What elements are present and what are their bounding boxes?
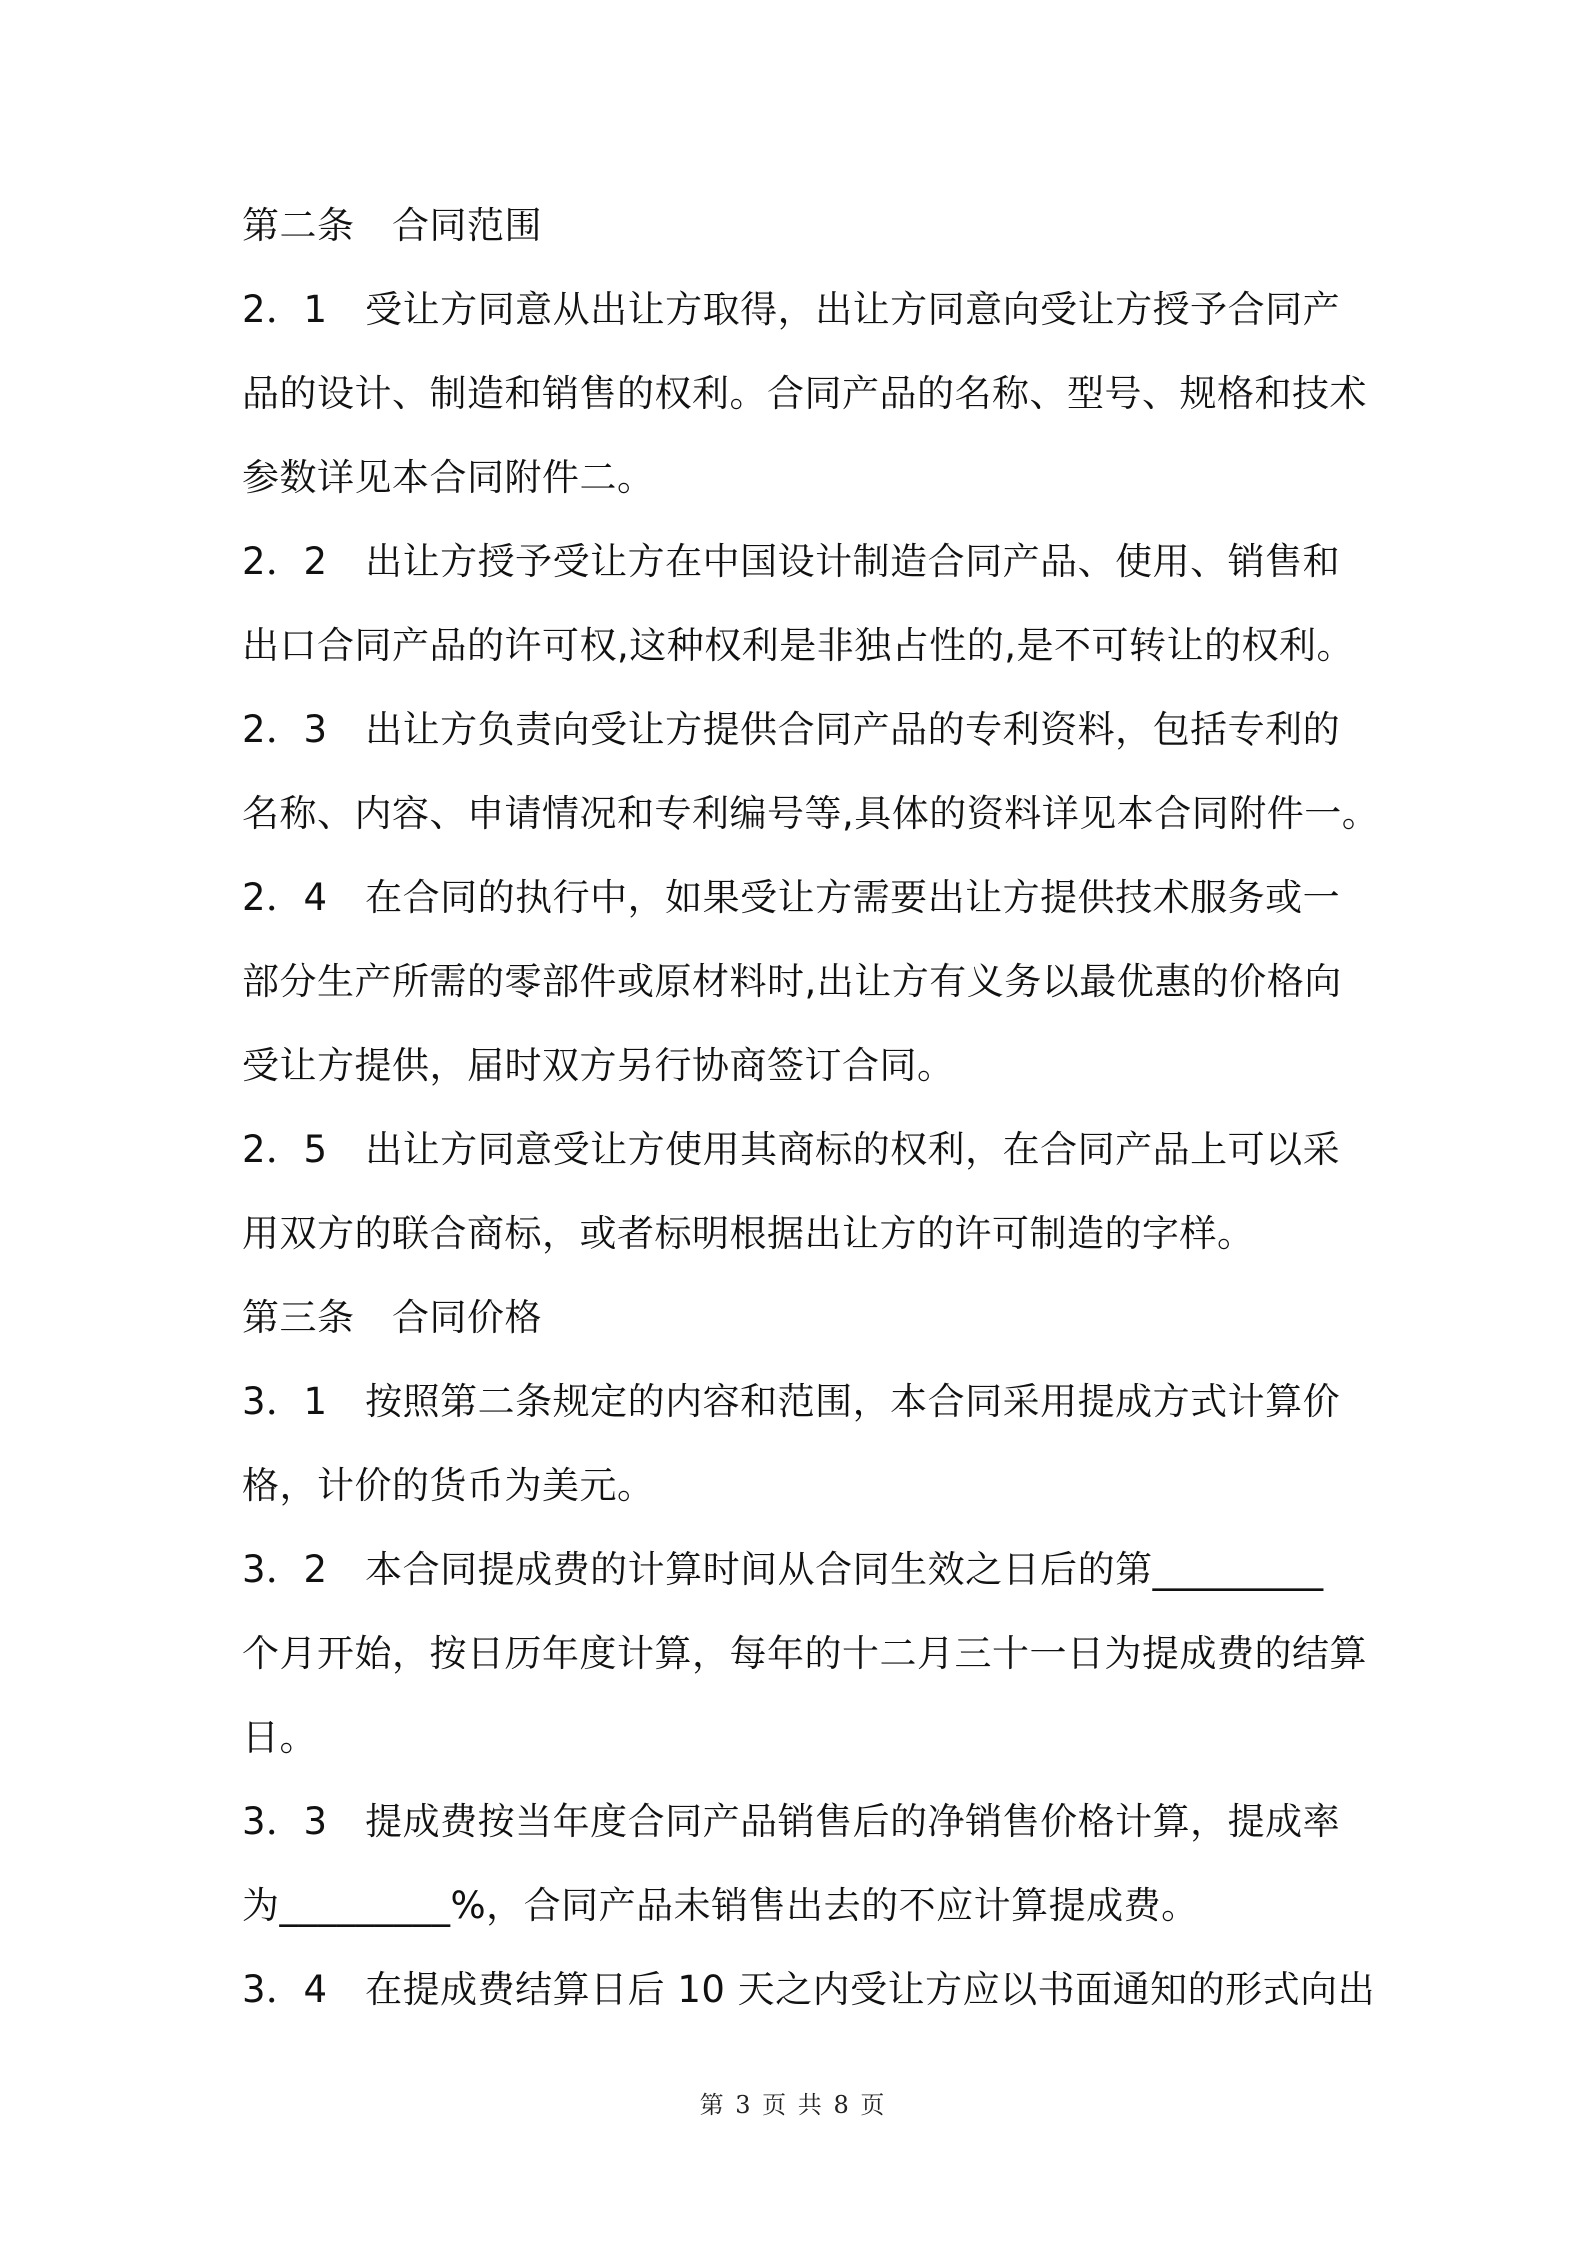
clause-3-1-line-2: 格，计价的货币为美元。 [242, 1464, 655, 1507]
clause-2-4-line-2: 部分生产所需的零部件或原材料时,出让方有义务以最优惠的价格向 [242, 960, 1342, 1003]
clause-2-3-line-2: 名称、内容、申请情况和专利编号等,具体的资料详见本合同附件一。 [242, 792, 1380, 835]
clause-3-1-line-1: 3．1 按照第二条规定的内容和范围，本合同采用提成方式计算价 [242, 1380, 1341, 1423]
clause-2-1-line-1: 2．1 受让方同意从出让方取得，出让方同意向受让方授予合同产 [242, 288, 1341, 331]
clause-2-5-line-1: 2．5 出让方同意受让方使用其商标的权利，在合同产品上可以采 [242, 1128, 1341, 1171]
clause-2-4-line-3: 受让方提供，届时双方另行协商签订合同。 [242, 1044, 955, 1087]
clause-3-4-line-1: 3．4 在提成费结算日后 10 天之内受让方应以书面通知的形式向出 [242, 1968, 1376, 2011]
clause-3-3-line-1: 3．3 提成费按当年度合同产品销售后的净销售价格计算，提成率 [242, 1800, 1341, 1843]
clause-2-4-line-1: 2．4 在合同的执行中，如果受让方需要出让方提供技术服务或一 [242, 876, 1341, 919]
clause-2-2-line-1: 2．2 出让方授予受让方在中国设计制造合同产品、使用、销售和 [242, 540, 1341, 583]
clause-3-2-line-3: 日。 [242, 1716, 317, 1759]
clause-2-5-line-2: 用双方的联合商标，或者标明根据出让方的许可制造的字样。 [242, 1212, 1255, 1255]
clause-3-3-line-2: 为_________%，合同产品未销售出去的不应计算提成费。 [242, 1884, 1199, 1927]
section-heading-2: 第二条 合同范围 [242, 204, 542, 247]
clause-2-3-line-1: 2．3 出让方负责向受让方提供合同产品的专利资料，包括专利的 [242, 708, 1341, 751]
clause-2-1-line-2: 品的设计、制造和销售的权利。合同产品的名称、型号、规格和技术 [242, 372, 1367, 415]
clause-3-2-line-1: 3．2 本合同提成费的计算时间从合同生效之日后的第_________ [242, 1548, 1324, 1591]
clause-2-2-line-2: 出口合同产品的许可权,这种权利是非独占性的,是不可转让的权利。 [242, 624, 1355, 667]
clause-2-1-line-3: 参数详见本合同附件二。 [242, 456, 655, 499]
section-heading-3: 第三条 合同价格 [242, 1296, 542, 1339]
page-number-footer: 第 3 页 共 8 页 [699, 2091, 887, 2119]
clause-3-2-line-2: 个月开始，按日历年度计算，每年的十二月三十一日为提成费的结算 [242, 1632, 1367, 1675]
